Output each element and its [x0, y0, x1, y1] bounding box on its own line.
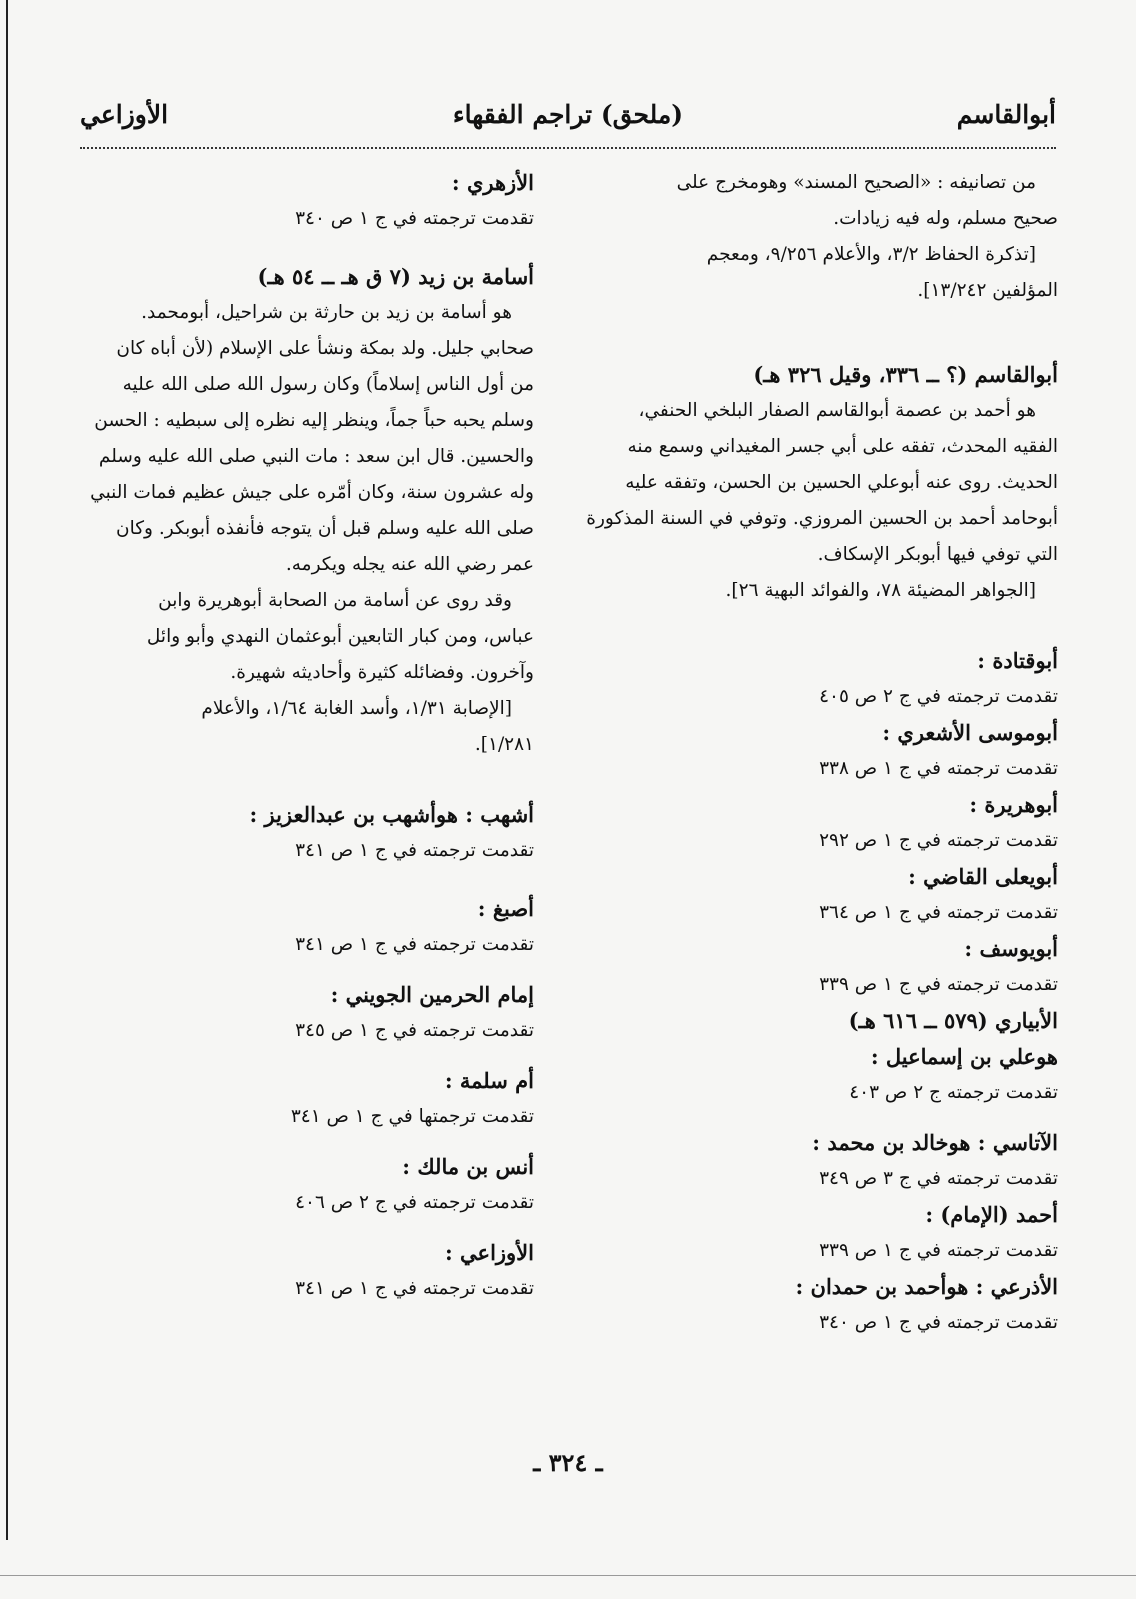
text-line: وسلم يحبه حباً جماً، وينظر إليه نظره إلى سبطيه : الحسن	[94, 410, 534, 431]
entry-juwayni	[84, 977, 534, 1049]
text-line: التي توفي فيها أبوبكر الإسكاف.	[817, 544, 1058, 565]
cross-reference: تقدمت ترجمتها في ج ١ ص ٣٤١	[290, 1106, 534, 1127]
text-line: صحيح مسلم، وله فيه زيادات.	[833, 208, 1058, 229]
cross-reference: تقدمت ترجمته ج ٢ ص ٤٠٣	[849, 1082, 1058, 1103]
entry-usama	[84, 259, 534, 763]
entry-title: أم سلمة :	[444, 1068, 534, 1093]
entry-asbagh	[84, 891, 534, 963]
entry-title: الآتاسي : هوخالد بن محمد :	[812, 1130, 1058, 1155]
text-line: الحديث. روى عنه أبوعلي الحسين بن الحسن، وتفقه عليه	[625, 472, 1058, 493]
entry-title: أصبغ :	[477, 896, 534, 921]
entry-title: الأوزاعي :	[444, 1240, 534, 1265]
page-number: ـ ٣٢٤ ـ	[533, 1448, 603, 1477]
entry-title: أبوموسى الأشعري :	[882, 720, 1058, 745]
header-dotted-rule	[80, 147, 1056, 149]
entry-title: أبوقتادة :	[977, 648, 1058, 673]
cross-reference: تقدمت ترجمته في ج ٢ ص ٤٠٥	[819, 686, 1058, 707]
text-line: الفقيه المحدث، تفقه على أبي جسر المغيداني وسمع منه	[627, 436, 1058, 457]
running-header	[80, 100, 1056, 140]
reference-line: [الإصابة ١/٣١، وأسد الغابة ١/٦٤، والأعلام	[201, 698, 512, 719]
entry-awzai	[84, 1235, 534, 1307]
left-column	[84, 165, 534, 1307]
right-column	[586, 165, 1058, 1341]
entry-anas	[84, 1149, 534, 1221]
entry-abumusa	[608, 715, 1058, 787]
reference-line: المؤلفين ١٣/٢٤٢].	[917, 280, 1058, 301]
entry-title: أحمد (الإمام) :	[925, 1202, 1058, 1227]
cross-reference: تقدمت ترجمته في ج ١ ص ٣٤٠	[295, 208, 534, 229]
cross-reference: تقدمت ترجمته في ج ١ ص ٣٤١	[295, 934, 534, 955]
header-title: (ملحق) تراجم الفقهاء	[452, 100, 684, 129]
cross-reference: تقدمت ترجمته في ج ١ ص ٣٤٠	[819, 1312, 1058, 1333]
text-line: وقد روى عن أسامة من الصحابة أبوهريرة وابن	[158, 590, 512, 611]
reference-line: [تذكرة الحفاظ ٣/٢، والأعلام ٩/٢٥٦، ومعجم	[706, 244, 1036, 265]
text-line: أبوحامد أحمد بن الحسين المروزي. وتوفي في السنة المذكورة	[586, 508, 1058, 529]
cross-reference: تقدمت ترجمته في ج ٢ ص ٤٠٦	[295, 1192, 534, 1213]
cross-reference: تقدمت ترجمته في ج ١ ص ٣٤١	[295, 840, 534, 861]
cross-reference: تقدمت ترجمته في ج ٣ ص ٣٤٩	[819, 1168, 1058, 1189]
reference-line: ١/٢٨١].	[474, 734, 534, 755]
cross-reference: تقدمت ترجمته في ج ١ ص ٣٤٥	[295, 1020, 534, 1041]
entry-abuyusuf	[608, 931, 1058, 1003]
entry-subtitle: هوعلي بن إسماعيل :	[870, 1044, 1058, 1069]
entry-title: الأذرعي : هوأحمد بن حمدان :	[795, 1274, 1058, 1299]
entry-title: الأبياري (٥٧٩ ــ ٦١٦ هـ)	[848, 1008, 1058, 1033]
entry-abuqatada	[608, 643, 1058, 715]
text-line: من تصانيفه : «الصحيح المسند» وهومخرج على	[676, 172, 1036, 193]
header-left-keyword: الأوزاعي	[80, 100, 169, 129]
entry-abulqasim	[586, 357, 1058, 609]
cross-reference: تقدمت ترجمته في ج ١ ص ٣٣٨	[819, 758, 1058, 779]
entry-title: أشهب : هوأشهب بن عبدالعزيز :	[249, 802, 534, 827]
entry-ashhab	[84, 797, 534, 869]
text-line: عمر رضي الله عنه يجله ويكرمه.	[285, 554, 534, 575]
entry-abuhurayra	[608, 787, 1058, 859]
text-line: وآخرون. وفضائله كثيرة وأحاديثه شهيرة.	[230, 662, 534, 683]
cross-reference: تقدمت ترجمته في ج ١ ص ٣٣٩	[819, 974, 1058, 995]
page-edge-shadow	[6, 0, 8, 1540]
entry-umm-salama	[84, 1063, 534, 1135]
entry-abyari	[608, 1003, 1058, 1111]
entry-title: أبويعلى القاضي :	[908, 864, 1058, 889]
entry-continuation	[608, 165, 1058, 309]
entry-title: أبوهريرة :	[969, 792, 1058, 817]
entry-ahmad	[608, 1197, 1058, 1269]
entry-title: الأزهري :	[451, 170, 534, 195]
text-line: من أول الناس إسلاماً) وكان رسول الله صلى الله عليه	[122, 374, 534, 395]
entry-title: أبوالقاسم (؟ ــ ٣٣٦، وقيل ٣٢٦ هـ)	[753, 362, 1058, 387]
cross-reference: تقدمت ترجمته في ج ١ ص ٣٣٩	[819, 1240, 1058, 1261]
text-line: عباس، ومن كبار التابعين أبوعثمان النهدي وأبو وائل	[146, 626, 534, 647]
cross-reference: تقدمت ترجمته في ج ١ ص ٢٩٢	[819, 830, 1058, 851]
text-line: صحابي جليل. ولد بمكة ونشأ على الإسلام (لأن أباه كان	[116, 338, 534, 359]
entry-adhrai	[608, 1269, 1058, 1341]
entry-title: إمام الحرمين الجويني :	[330, 982, 534, 1007]
entry-azhari	[84, 165, 534, 237]
text-line: هو أحمد بن عصمة أبوالقاسم الصفار البلخي الحنفي،	[638, 400, 1036, 421]
text-line: صلى الله عليه وسلم قبل أن يتوجه فأنفذه أبوبكر. وكان	[116, 518, 534, 539]
page-bottom-edge	[0, 1575, 1136, 1576]
cross-reference: تقدمت ترجمته في ج ١ ص ٣٦٤	[819, 902, 1058, 923]
entry-title: أسامة بن زيد (٧ ق هـ ــ ٥٤ هـ)	[257, 264, 534, 289]
entry-title: أبويوسف :	[964, 936, 1058, 961]
entry-abuyala	[608, 859, 1058, 931]
header-right-keyword: أبوالقاسم	[956, 100, 1056, 129]
entry-atasi	[608, 1125, 1058, 1197]
cross-reference: تقدمت ترجمته في ج ١ ص ٣٤١	[295, 1278, 534, 1299]
reference-line: [الجواهر المضيئة ٧٨، والفوائد البهية ٢٦].	[725, 580, 1036, 601]
entry-title: أنس بن مالك :	[402, 1154, 534, 1179]
text-line: والحسين. قال ابن سعد : مات النبي صلى الله عليه وسلم	[98, 446, 534, 467]
text-line: هو أسامة بن زيد بن حارثة بن شراحيل، أبومحمد.	[141, 302, 512, 323]
text-line: وله عشرون سنة، وكان أمّره على جيش عظيم فمات النبي	[90, 482, 534, 503]
